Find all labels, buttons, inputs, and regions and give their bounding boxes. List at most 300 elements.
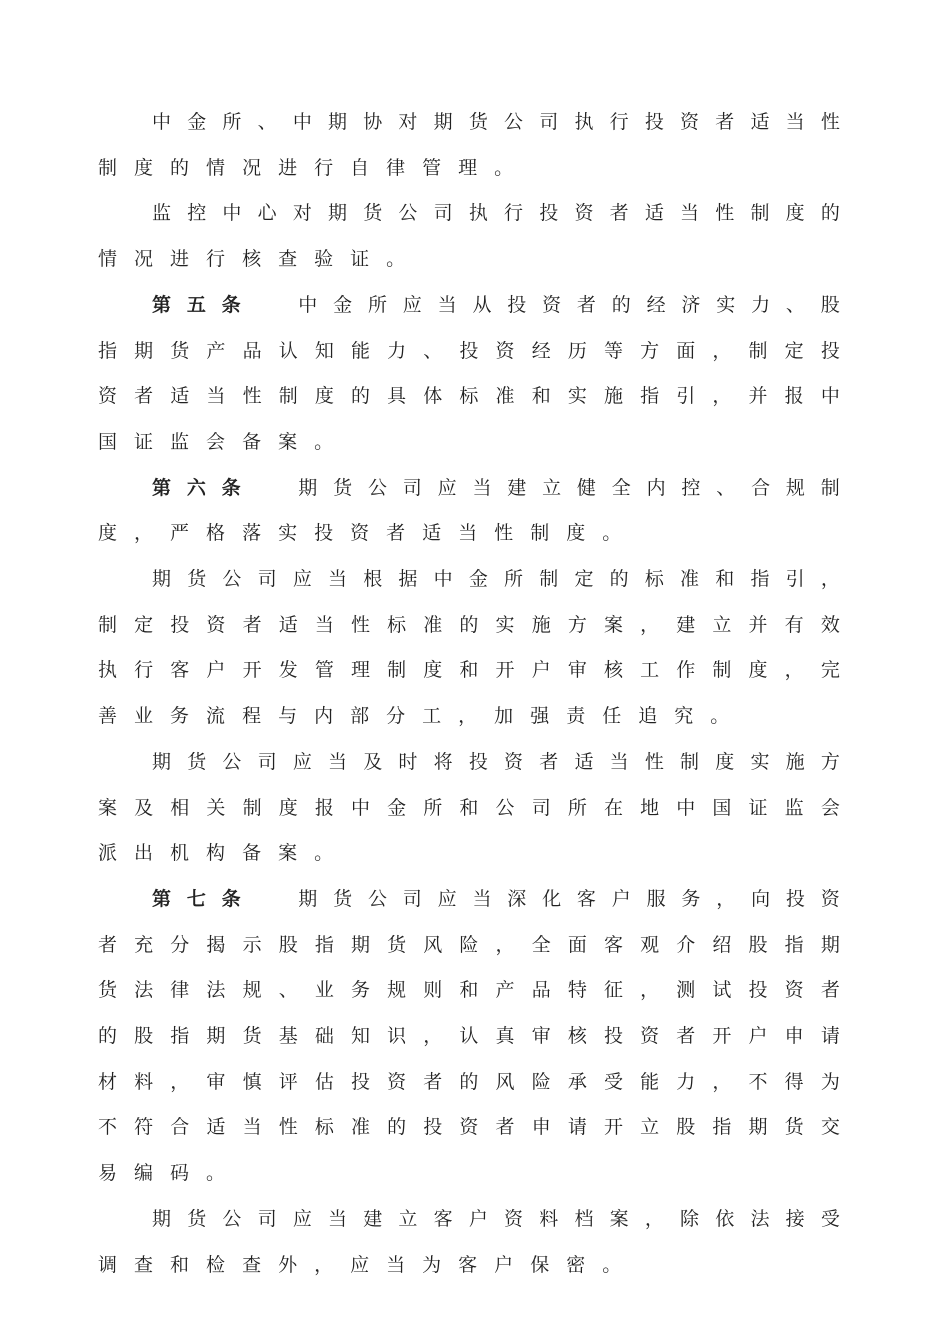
text-char: 制 xyxy=(278,385,298,407)
text-char: 股 xyxy=(134,1025,154,1047)
text-char: 将 xyxy=(433,751,453,773)
text-char: 力 xyxy=(676,1071,696,1093)
text-char: 资 xyxy=(504,751,524,773)
text-char: 况 xyxy=(134,248,154,270)
text-char: 期 xyxy=(206,1025,226,1047)
text-char: 验 xyxy=(314,248,334,270)
text-char: 不 xyxy=(98,1116,118,1138)
text-char: 股 xyxy=(820,294,840,316)
text-char: 中 xyxy=(298,294,318,316)
text-char: 险 xyxy=(531,1071,551,1093)
text-char: 密 xyxy=(566,1254,586,1276)
text-line xyxy=(152,197,840,229)
text-char: 程 xyxy=(242,705,262,727)
text-char: 当 xyxy=(437,294,457,316)
text-char: 当 xyxy=(785,111,805,133)
text-char: 资 xyxy=(784,979,804,1001)
text-char: 货 xyxy=(187,568,207,590)
text-char: 审 xyxy=(206,1071,226,1093)
text-line xyxy=(98,517,840,549)
text-char: 估 xyxy=(314,1071,334,1093)
text-char: ， xyxy=(170,1071,190,1093)
text-char: 开 xyxy=(712,1025,732,1047)
text-char: 案 xyxy=(278,431,298,453)
text-char: 中 xyxy=(152,111,172,133)
text-char: 工 xyxy=(640,659,660,681)
text-char: 公 xyxy=(495,797,515,819)
text-char: 期 xyxy=(350,934,370,956)
text-char: 实 xyxy=(495,614,515,636)
text-char: 除 xyxy=(680,1208,700,1230)
article-heading-char: 条 xyxy=(221,294,241,316)
text-char: 向 xyxy=(751,888,771,910)
article-heading-char: 第 xyxy=(152,888,172,910)
text-char: 产 xyxy=(206,340,226,362)
text-line xyxy=(98,929,840,961)
text-char: 者 xyxy=(134,385,154,407)
text-line xyxy=(98,1111,840,1143)
text-char: 户 xyxy=(748,1025,768,1047)
text-char: 情 xyxy=(206,157,226,179)
text-char: 关 xyxy=(206,797,226,819)
text-char: 户 xyxy=(206,659,226,681)
text-char: 股 xyxy=(278,934,298,956)
text-char: 分 xyxy=(170,934,190,956)
text-char: 管 xyxy=(422,157,442,179)
text-char: 介 xyxy=(676,934,696,956)
text-char: 检 xyxy=(206,1254,226,1276)
text-char: 和 xyxy=(715,568,735,590)
text-char: 责 xyxy=(566,705,586,727)
text-char: 编 xyxy=(134,1162,154,1184)
text-char: 者 xyxy=(676,1025,696,1047)
text-char: 指 xyxy=(712,1116,732,1138)
text-char: 监 xyxy=(170,431,190,453)
text-char: 。 xyxy=(494,157,514,179)
text-char: 案 xyxy=(98,797,118,819)
text-char: 司 xyxy=(257,568,277,590)
text-char: 会 xyxy=(820,797,840,819)
text-char: 投 xyxy=(820,340,840,362)
text-char: 指 xyxy=(170,1025,190,1047)
text-char: 期 xyxy=(152,568,172,590)
text-char: 当 xyxy=(680,202,700,224)
text-char: 认 xyxy=(459,1025,479,1047)
text-char: 货 xyxy=(333,888,353,910)
text-char: 。 xyxy=(710,705,730,727)
text-char: 经 xyxy=(646,294,666,316)
text-char: 资 xyxy=(459,1116,479,1138)
text-char: 合 xyxy=(170,1116,190,1138)
text-char: 并 xyxy=(748,614,768,636)
text-char: 投 xyxy=(423,1116,443,1138)
text-char: 公 xyxy=(222,1208,242,1230)
text-char: 适 xyxy=(574,751,594,773)
text-char: 方 xyxy=(820,751,840,773)
text-char: 具 xyxy=(387,385,407,407)
text-char: 法 xyxy=(206,979,226,1001)
text-char: 知 xyxy=(314,340,334,362)
text-char: 资 xyxy=(495,340,515,362)
text-char: 保 xyxy=(530,1254,550,1276)
text-char: 律 xyxy=(170,979,190,1001)
text-char: 中 xyxy=(820,385,840,407)
text-char: 究 xyxy=(674,705,694,727)
text-char: 征 xyxy=(603,979,623,1001)
text-char: ， xyxy=(640,614,660,636)
article-heading-char: 六 xyxy=(186,477,206,499)
text-char: 规 xyxy=(785,477,805,499)
text-char: 基 xyxy=(278,1025,298,1047)
text-char: 产 xyxy=(495,979,515,1001)
text-char: 期 xyxy=(820,934,840,956)
text-char: 准 xyxy=(680,568,700,590)
text-char: 及 xyxy=(134,797,154,819)
text-char: 评 xyxy=(278,1071,298,1093)
text-char: 面 xyxy=(567,934,587,956)
text-char: 监 xyxy=(152,202,172,224)
text-char: 备 xyxy=(242,842,262,864)
text-char: 健 xyxy=(576,477,596,499)
article-heading-char: 条 xyxy=(221,888,241,910)
text-char: 发 xyxy=(278,659,298,681)
text-char: 案 xyxy=(609,1208,629,1230)
text-char: 当 xyxy=(242,1116,262,1138)
text-char: 查 xyxy=(278,248,298,270)
text-line xyxy=(152,289,840,321)
text-char: 对 xyxy=(398,111,418,133)
text-line xyxy=(152,746,840,778)
text-char: 查 xyxy=(242,1254,262,1276)
text-char: 国 xyxy=(98,431,118,453)
text-char: 投 xyxy=(539,202,559,224)
text-char: 全 xyxy=(531,934,551,956)
text-char: 当 xyxy=(328,751,348,773)
text-char: 完 xyxy=(820,659,840,681)
text-char: 、 xyxy=(785,294,805,316)
text-char: 心 xyxy=(257,202,277,224)
text-line xyxy=(98,974,840,1006)
text-char: 国 xyxy=(712,797,732,819)
text-char: 当 xyxy=(472,888,492,910)
text-char: 司 xyxy=(402,477,422,499)
text-char: 体 xyxy=(423,385,443,407)
text-line xyxy=(98,1020,840,1052)
text-char: 所 xyxy=(367,294,387,316)
text-char: 定 xyxy=(784,340,804,362)
text-char: 实 xyxy=(278,522,298,544)
article-heading-char: 七 xyxy=(186,888,206,910)
text-char: 中 xyxy=(676,797,696,819)
text-char: 金 xyxy=(187,111,207,133)
text-char: 业 xyxy=(314,979,334,1001)
text-char: 任 xyxy=(602,705,622,727)
text-char: 。 xyxy=(314,842,334,864)
text-char: 有 xyxy=(784,614,804,636)
text-char: 适 xyxy=(278,614,298,636)
text-line xyxy=(98,243,840,275)
text-char: 追 xyxy=(638,705,658,727)
text-char: 慎 xyxy=(242,1071,262,1093)
text-char: 制 xyxy=(98,157,118,179)
text-char: 货 xyxy=(170,340,190,362)
text-char: 机 xyxy=(170,842,190,864)
text-char: 规 xyxy=(242,979,262,1001)
text-char: 中 xyxy=(292,111,312,133)
text-char: 性 xyxy=(278,1116,298,1138)
text-char: 据 xyxy=(398,568,418,590)
text-char: 立 xyxy=(640,1116,660,1138)
text-char: 报 xyxy=(784,385,804,407)
text-char: 期 xyxy=(748,1116,768,1138)
text-char: 应 xyxy=(437,477,457,499)
text-char: 当 xyxy=(472,477,492,499)
text-char: 根 xyxy=(363,568,383,590)
text-char: 指 xyxy=(640,385,660,407)
text-char: 绍 xyxy=(712,934,732,956)
text-char: 规 xyxy=(387,979,407,1001)
text-char: 资 xyxy=(820,888,840,910)
text-char: 当 xyxy=(328,1208,348,1230)
text-char: 为 xyxy=(422,1254,442,1276)
text-char: 效 xyxy=(820,614,840,636)
text-char: 金 xyxy=(333,294,353,316)
text-char: 客 xyxy=(576,888,596,910)
text-char: 。 xyxy=(206,1162,226,1184)
text-char: 控 xyxy=(187,202,207,224)
text-char: 料 xyxy=(539,1208,559,1230)
text-char: 的 xyxy=(609,568,629,590)
text-char: 请 xyxy=(820,1025,840,1047)
article-heading-char: 第 xyxy=(152,294,172,316)
text-char: 立 xyxy=(542,477,562,499)
text-char: ， xyxy=(134,522,154,544)
text-char: 申 xyxy=(531,1116,551,1138)
text-char: 品 xyxy=(531,979,551,1001)
text-char: 法 xyxy=(134,979,154,1001)
text-char: 合 xyxy=(751,477,771,499)
text-char: 执 xyxy=(574,111,594,133)
text-char: 接 xyxy=(785,1208,805,1230)
text-line xyxy=(98,335,840,367)
text-char: 部 xyxy=(350,705,370,727)
text-char: 严 xyxy=(170,522,190,544)
text-char: 投 xyxy=(314,522,334,544)
text-char: 和 xyxy=(170,1254,190,1276)
text-char: 实 xyxy=(716,294,736,316)
text-char: 监 xyxy=(784,797,804,819)
text-char: 适 xyxy=(206,1116,226,1138)
text-char: 码 xyxy=(170,1162,190,1184)
text-char: 相 xyxy=(170,797,190,819)
text-char: 货 xyxy=(98,979,118,1001)
text-char: 等 xyxy=(603,340,623,362)
text-char: 证 xyxy=(134,431,154,453)
text-char: 行 xyxy=(609,111,629,133)
text-char: 、 xyxy=(423,340,443,362)
text-line xyxy=(152,106,840,138)
text-char: 实 xyxy=(567,385,587,407)
text-char: 执 xyxy=(98,659,118,681)
text-char: 户 xyxy=(531,659,551,681)
text-char: ， xyxy=(423,1025,443,1047)
text-char: 交 xyxy=(820,1116,840,1138)
text-char: 货 xyxy=(187,751,207,773)
text-char: 建 xyxy=(507,477,527,499)
text-char: 资 xyxy=(98,385,118,407)
text-char: 审 xyxy=(567,659,587,681)
text-char: 性 xyxy=(644,751,664,773)
text-char: 度 xyxy=(314,385,334,407)
text-char: 性 xyxy=(820,111,840,133)
text-char: 当 xyxy=(609,751,629,773)
text-char: ， xyxy=(712,385,732,407)
text-char: 引 xyxy=(785,568,805,590)
text-char: 得 xyxy=(784,1071,804,1093)
text-char: 当 xyxy=(314,614,334,636)
text-char: 力 xyxy=(387,340,407,362)
text-char: 核 xyxy=(567,1025,587,1047)
text-char: 制 xyxy=(530,522,550,544)
text-char: 务 xyxy=(170,705,190,727)
text-char: 制 xyxy=(242,797,262,819)
text-char: 备 xyxy=(242,431,262,453)
text-char: 承 xyxy=(567,1071,587,1093)
text-char: 的 xyxy=(170,157,190,179)
text-char: 投 xyxy=(785,888,805,910)
text-char: 适 xyxy=(750,111,770,133)
text-char: 观 xyxy=(640,934,660,956)
text-char: 测 xyxy=(676,979,696,1001)
text-char: 期 xyxy=(328,111,348,133)
text-char: 投 xyxy=(748,979,768,1001)
text-char: 核 xyxy=(242,248,262,270)
text-char: 并 xyxy=(748,385,768,407)
text-char: 特 xyxy=(567,979,587,1001)
text-char: 证 xyxy=(748,797,768,819)
text-char: 不 xyxy=(748,1071,768,1093)
text-char: 对 xyxy=(292,202,312,224)
text-char: 。 xyxy=(602,1254,622,1276)
article-heading-char: 五 xyxy=(186,294,206,316)
text-char: 建 xyxy=(676,614,696,636)
text-char: 强 xyxy=(530,705,550,727)
text-char: 引 xyxy=(676,385,696,407)
text-char: 行 xyxy=(504,202,524,224)
text-char: 者 xyxy=(539,751,559,773)
text-line xyxy=(98,1066,840,1098)
text-char: 地 xyxy=(640,797,660,819)
text-char: 的 xyxy=(820,202,840,224)
text-line xyxy=(98,1157,840,1189)
text-char: 标 xyxy=(387,614,407,636)
text-char: 应 xyxy=(292,568,312,590)
text-char: 当 xyxy=(206,385,226,407)
text-char: 申 xyxy=(784,1025,804,1047)
text-char: 经 xyxy=(531,340,551,362)
text-char: 标 xyxy=(644,568,664,590)
text-char: 立 xyxy=(398,1208,418,1230)
text-char: 历 xyxy=(567,340,587,362)
text-char: 方 xyxy=(567,614,587,636)
text-char: 。 xyxy=(386,248,406,270)
text-line xyxy=(152,1203,840,1235)
text-char: 善 xyxy=(98,705,118,727)
text-char: 标 xyxy=(314,1116,334,1138)
text-char: 业 xyxy=(134,705,154,727)
text-char: 投 xyxy=(350,1071,370,1093)
text-char: 资 xyxy=(350,522,370,544)
text-char: 会 xyxy=(206,431,226,453)
text-char: 符 xyxy=(134,1116,154,1138)
text-char: 外 xyxy=(278,1254,298,1276)
text-char: 度 xyxy=(715,751,735,773)
text-char: 审 xyxy=(531,1025,551,1047)
text-char: 司 xyxy=(402,888,422,910)
text-char: 投 xyxy=(170,614,190,636)
text-char: 立 xyxy=(712,614,732,636)
text-char: 、 xyxy=(716,477,736,499)
text-char: 资 xyxy=(680,111,700,133)
text-char: 当 xyxy=(328,568,348,590)
text-char: 识 xyxy=(387,1025,407,1047)
text-char: 构 xyxy=(206,842,226,864)
text-char: 面 xyxy=(676,340,696,362)
text-line xyxy=(98,380,840,412)
text-char: 。 xyxy=(602,522,622,544)
text-char: 当 xyxy=(386,1254,406,1276)
text-char: 真 xyxy=(495,1025,515,1047)
text-char: 案 xyxy=(603,614,623,636)
text-char: 理 xyxy=(458,157,478,179)
text-char: 调 xyxy=(98,1254,118,1276)
text-char: 司 xyxy=(257,751,277,773)
text-char: 性 xyxy=(494,522,514,544)
text-char: 控 xyxy=(681,477,701,499)
text-char: 依 xyxy=(715,1208,735,1230)
text-char: 适 xyxy=(170,385,190,407)
text-char: 落 xyxy=(242,522,262,544)
text-char: 管 xyxy=(314,659,334,681)
text-char: 期 xyxy=(152,751,172,773)
text-char: 客 xyxy=(458,1254,478,1276)
text-char: 应 xyxy=(437,888,457,910)
text-char: 进 xyxy=(278,157,298,179)
text-char: 指 xyxy=(750,568,770,590)
text-char: 法 xyxy=(750,1208,770,1230)
text-char: 所 xyxy=(423,797,443,819)
text-char: 制 xyxy=(750,202,770,224)
text-char: 和 xyxy=(531,385,551,407)
text-char: 货 xyxy=(784,1116,804,1138)
text-char: 制 xyxy=(387,659,407,681)
text-char: 者 xyxy=(242,614,262,636)
text-char: 出 xyxy=(134,842,154,864)
text-char: 的 xyxy=(459,1071,479,1093)
text-char: 公 xyxy=(367,888,387,910)
text-char: 服 xyxy=(646,888,666,910)
text-char: 、 xyxy=(257,111,277,133)
text-char: 资 xyxy=(542,294,562,316)
text-char: 施 xyxy=(531,614,551,636)
text-char: ， xyxy=(716,888,736,910)
text-char: 能 xyxy=(640,1071,660,1093)
text-char: 情 xyxy=(98,248,118,270)
text-char: 者 xyxy=(609,202,629,224)
text-char: 行 xyxy=(314,157,334,179)
text-char: 期 xyxy=(134,340,154,362)
text-char: 资 xyxy=(387,1071,407,1093)
